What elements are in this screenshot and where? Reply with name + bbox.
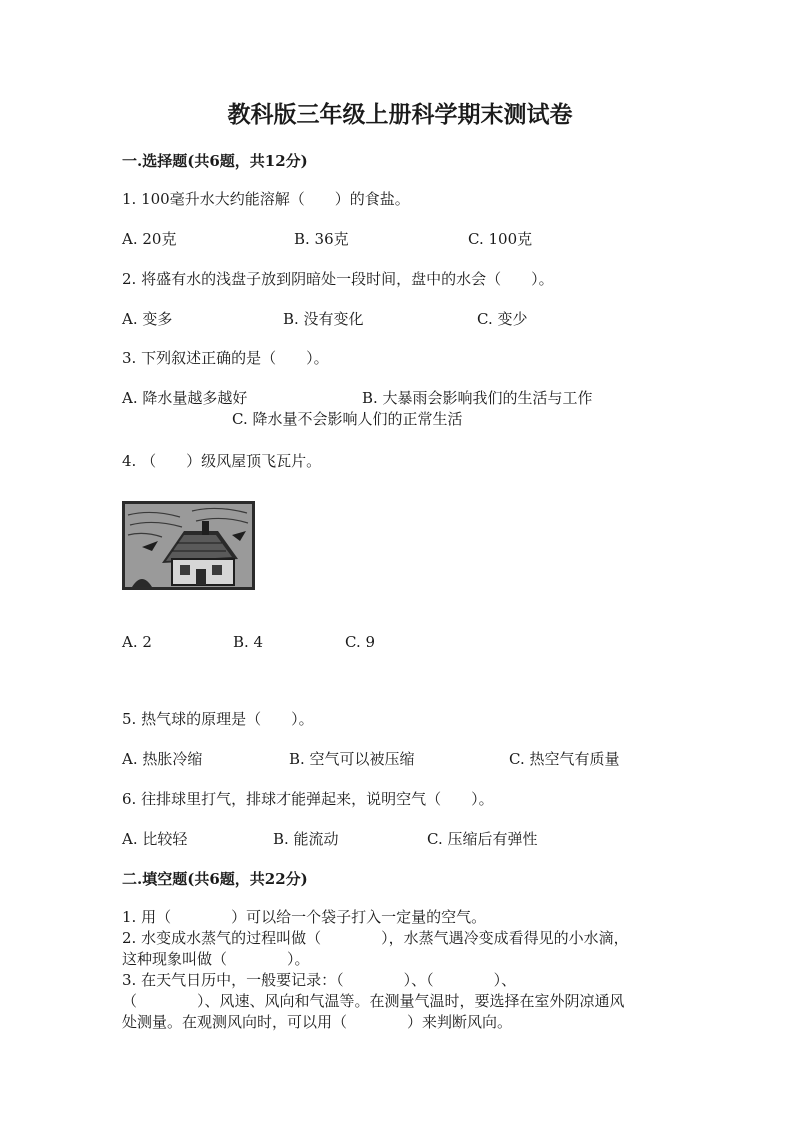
question-4-option-b: B. 4: [233, 633, 264, 651]
question-2-option-c: C. 变少: [477, 310, 528, 328]
house-in-wind-illustration: [122, 501, 255, 590]
question-6-option-a: A. 比较轻: [122, 830, 188, 848]
question-6: 6. 往排球里打气，排球才能弹起来，说明空气（ ）。: [122, 790, 494, 808]
question-2: 2. 将盛有水的浅盘子放到阴暗处一段时间，盘中的水会（ ）。: [122, 270, 554, 288]
page-title: 教科版三年级上册科学期末测试卷: [227, 101, 573, 128]
question-4-option-c: C. 9: [345, 633, 376, 651]
fill-line-3: 这种现象叫做（ ）。: [122, 950, 310, 968]
question-6-option-c: C. 压缩后有弹性: [427, 830, 538, 848]
section-heading-choice: 一.选择题(共6题，共12分): [122, 152, 308, 170]
question-1-option-b: B. 36克: [294, 230, 349, 248]
question-2-option-a: A. 变多: [122, 310, 173, 328]
question-5-option-a: A. 热胀冷缩: [122, 750, 203, 768]
fill-line-6: 处测量。在观测风向时，可以用（ ）来判断风向。: [122, 1013, 513, 1031]
question-3: 3. 下列叙述正确的是（ ）。: [122, 349, 329, 367]
question-5-option-b: B. 空气可以被压缩: [289, 750, 415, 768]
question-3-option-a: A. 降水量越多越好: [122, 389, 248, 407]
fill-line-4: 3. 在天气日历中，一般要记录：（ ）、（ ）、: [122, 971, 517, 989]
fill-line-2: 2. 水变成水蒸气的过程叫做（ ），水蒸气遇冷变成看得见的小水滴，: [122, 929, 629, 947]
question-5: 5. 热气球的原理是（ ）。: [122, 710, 314, 728]
question-1-option-c: C. 100克: [468, 230, 533, 248]
question-3-option-c: C. 降水量不会影响人们的正常生活: [232, 410, 463, 428]
question-5-option-c: C. 热空气有质量: [509, 750, 620, 768]
question-1-option-a: A. 20克: [122, 230, 177, 248]
fill-line-1: 1. 用（ ）可以给一个袋子打入一定量的空气。: [122, 908, 487, 926]
question-3-option-b: B. 大暴雨会影响我们的生活与工作: [362, 389, 593, 407]
question-2-option-b: B. 没有变化: [283, 310, 364, 328]
question-6-option-b: B. 能流动: [273, 830, 339, 848]
fill-line-5: （ ）、风速、风向和气温等。在测量气温时，要选择在室外阴凉通风: [122, 992, 625, 1010]
section-heading-fill-blank: 二.填空题(共6题，共22分): [122, 870, 308, 888]
question-4-option-a: A. 2: [122, 633, 152, 651]
question-4: 4. （ ）级风屋顶飞瓦片。: [122, 452, 322, 470]
question-1: 1. 100毫升水大约能溶解（ ）的食盐。: [122, 190, 410, 208]
